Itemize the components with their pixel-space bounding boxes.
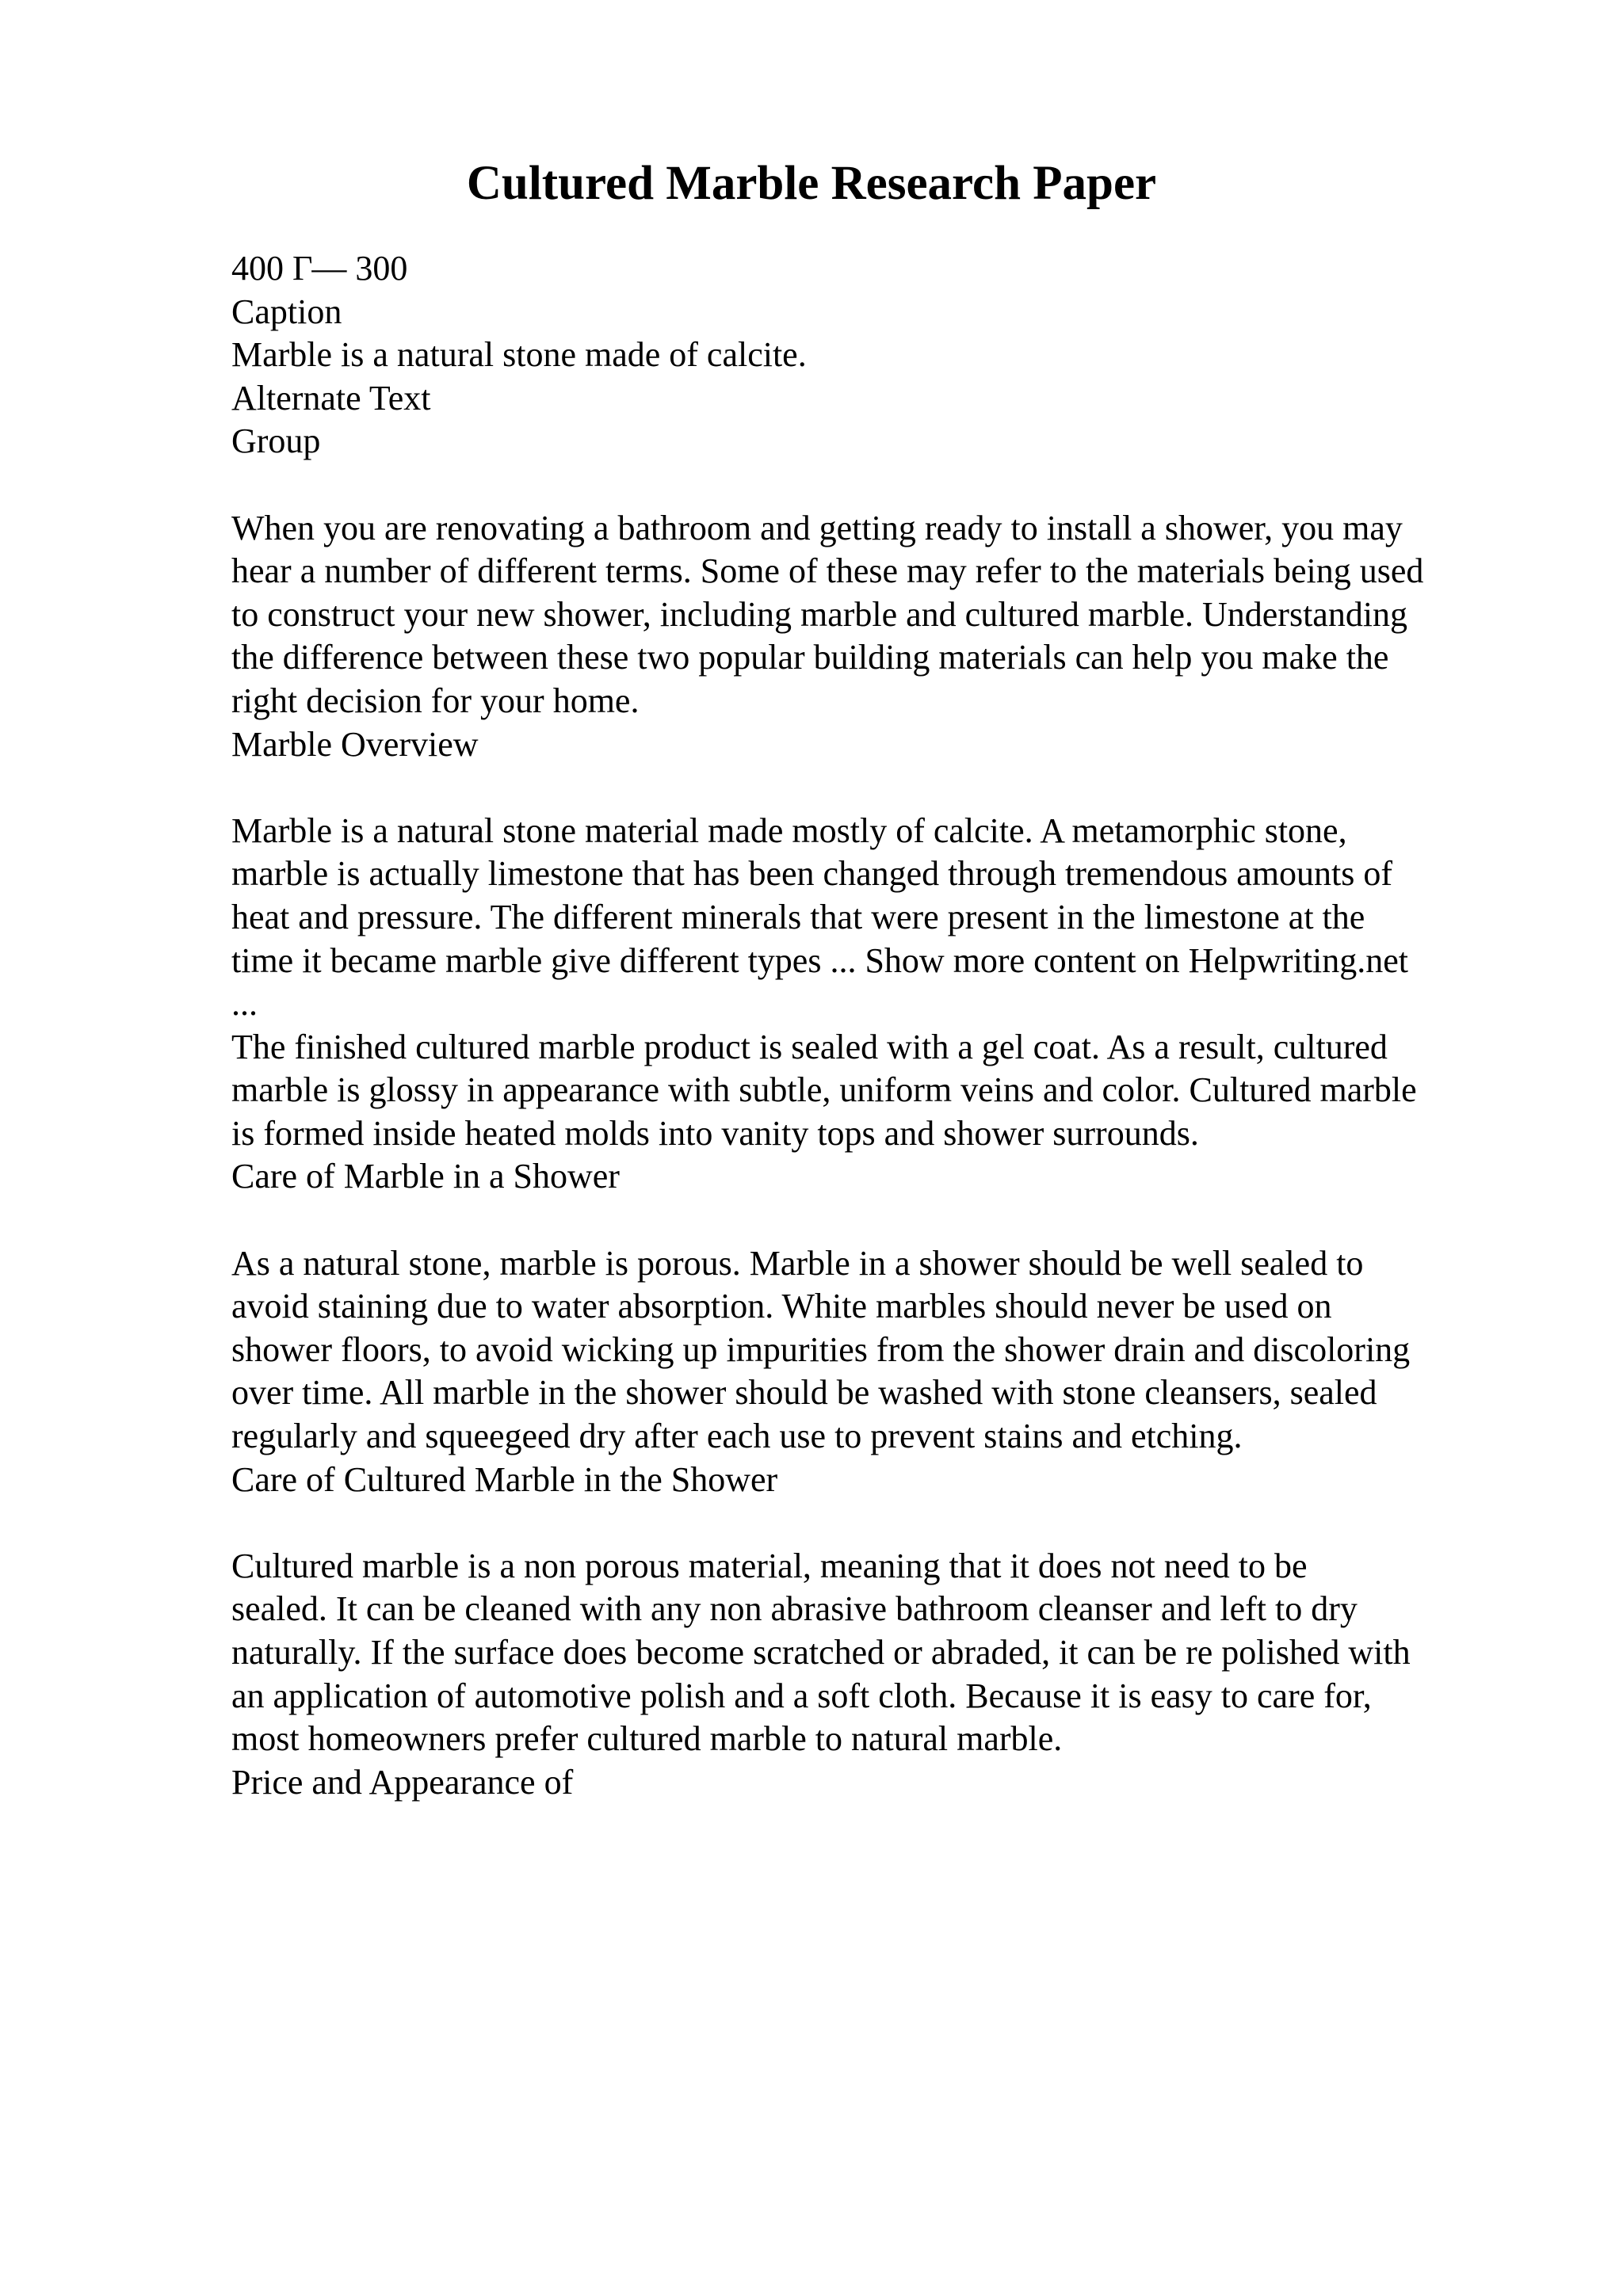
text-line: As a natural stone, marble is porous. Marble in a shower should be well sealed to: [231, 1243, 1364, 1283]
text-line: The finished cultured marble product is sealed with a gel coat. As a result, cultured: [231, 1027, 1388, 1066]
section-heading-care-of-marble: Care of Marble in a Shower: [231, 1157, 620, 1196]
text-line: the difference between these two popular building materials can help you make the: [231, 638, 1389, 677]
text-line: is formed inside heated molds into vanity tops and shower surrounds.: [231, 1113, 1199, 1153]
text-line: ...: [231, 984, 258, 1024]
text-line: naturally. If the surface does become scratched or abraded, it can be re polished with: [231, 1633, 1411, 1672]
text-line: regularly and squeegeed dry after each use to prevent stains and etching.: [231, 1417, 1243, 1456]
text-line: shower floors, to avoid wicking up impurities from the shower drain and discoloring: [231, 1329, 1411, 1369]
intro-paragraph: [231, 507, 1515, 723]
text-line: to construct your new shower, including marble and cultured marble. Understanding: [231, 594, 1408, 634]
text-line: hear a number of different terms. Some of these may refer to the materials being used: [231, 551, 1424, 591]
paragraph-gap: [231, 1199, 1515, 1242]
section-heading-care-of-cultured-marble: Care of Cultured Marble in the Shower: [231, 1459, 778, 1499]
paragraph-gap: [231, 766, 1515, 810]
text-line: heat and pressure. The different minerals that were present in the limestone at the: [231, 897, 1365, 936]
text-line: Cultured marble is a non porous material, meaning that it does not need to be: [231, 1546, 1308, 1585]
caption-label: Caption: [231, 292, 342, 331]
care-marble-paragraph: [231, 1242, 1515, 1459]
section-heading-marble-overview: Marble Overview: [231, 724, 479, 764]
text-line: time it became marble give different types ... Show more content on Helpwriting.net: [231, 940, 1408, 980]
text-line: sealed. It can be cleaned with any non abrasive bathroom cleanser and left to dry: [231, 1589, 1358, 1629]
text-line: an application of automotive polish and a soft cloth. Because it is easy to care for,: [231, 1676, 1372, 1715]
text-line: Marble is a natural stone material made mostly of calcite. A metamorphic stone,: [231, 810, 1347, 850]
alternate-text-label: Alternate Text: [231, 378, 431, 418]
group-label: Group: [231, 421, 321, 461]
text-line: right decision for your home.: [231, 681, 640, 720]
caption-text: Marble is a natural stone made of calcite.: [231, 335, 807, 375]
text-line: over time. All marble in the shower should be washed with stone cleansers, sealed: [231, 1373, 1377, 1413]
page-title: Cultured Marble Research Paper: [466, 157, 1157, 210]
paragraph-gap: [231, 1501, 1515, 1545]
text-line: When you are renovating a bathroom and getting ready to install a shower, you may: [231, 508, 1403, 547]
text-line: marble is actually limestone that has been changed through tremendous amounts of: [231, 854, 1393, 894]
overview-paragraph: [231, 810, 1515, 1156]
paragraph-gap: [231, 463, 1515, 507]
image-dimensions: 400 Г— 300: [231, 249, 408, 288]
section-heading-price-and-appearance: Price and Appearance of: [231, 1762, 574, 1802]
document-body: [231, 247, 1515, 1804]
care-cultured-paragraph: [231, 1545, 1515, 1761]
header-block: [231, 247, 1515, 463]
text-line: most homeowners prefer cultured marble to natural marble.: [231, 1719, 1063, 1759]
text-line: marble is glossy in appearance with subtle, uniform veins and color. Cultured marble: [231, 1070, 1417, 1110]
text-line: avoid staining due to water absorption. White marbles should never be used on: [231, 1287, 1332, 1326]
